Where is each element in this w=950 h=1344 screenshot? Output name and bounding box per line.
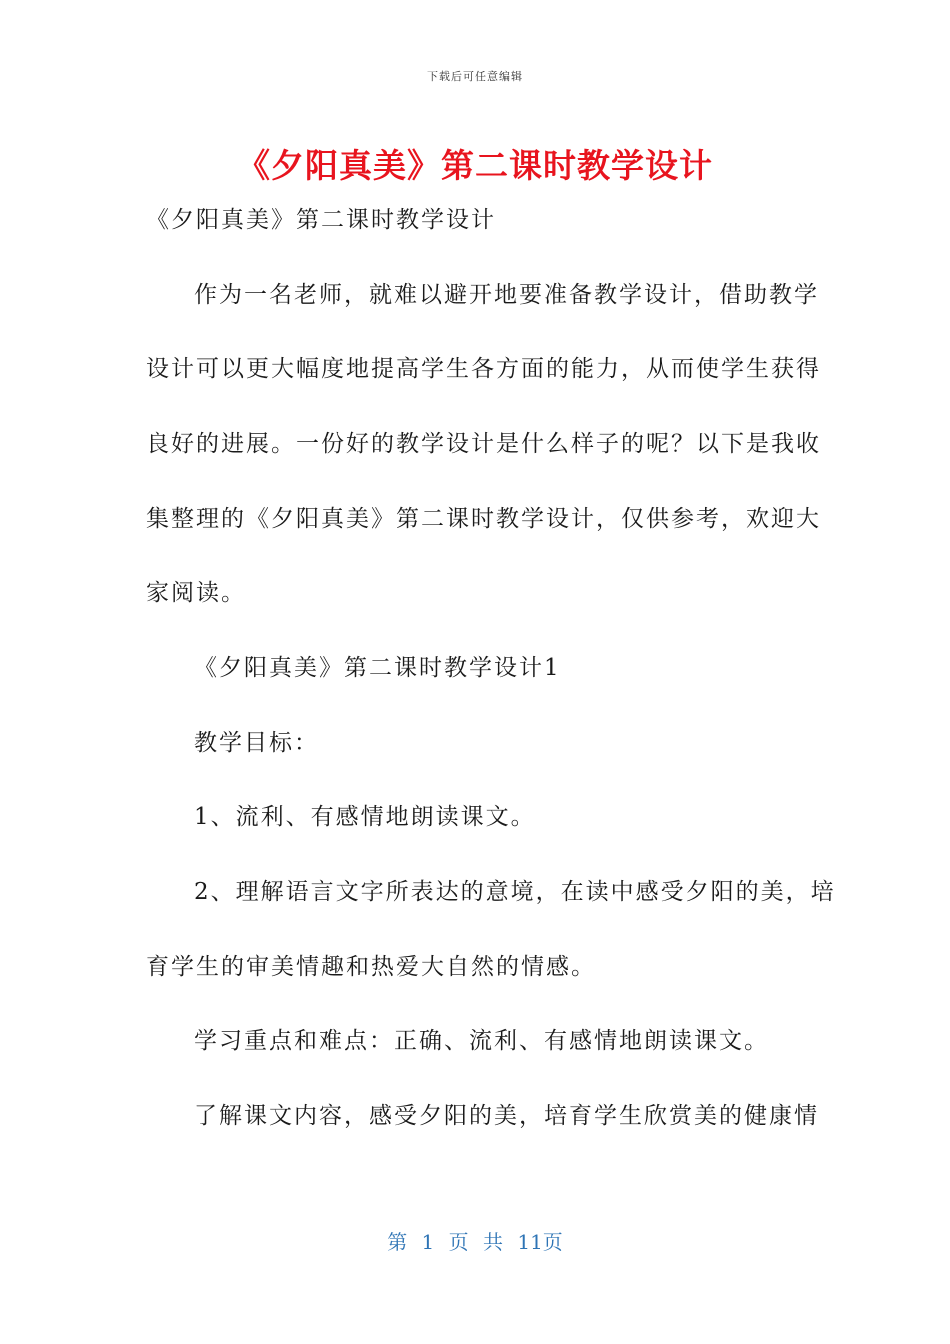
paragraph-line: 良好的进展。一份好的教学设计是什么样子的呢？以下是我收 — [146, 431, 821, 457]
key-points-line: 学习重点和难点：正确、流利、有感情地朗读课文。 — [194, 1028, 769, 1054]
objective-item: 2、理解语言文字所表达的意境，在读中感受夕阳的美，培 — [194, 879, 836, 905]
subtitle-line: 《夕阳真美》第二课时教学设计 — [146, 207, 496, 233]
paragraph-line: 家阅读。 — [146, 580, 246, 606]
paragraph-line: 作为一名老师，就难以避开地要准备教学设计，借助教学 — [194, 282, 819, 308]
section-heading: 《夕阳真美》第二课时教学设计1 — [194, 655, 561, 681]
paragraph-line: 设计可以更大幅度地提高学生各方面的能力，从而使学生获得 — [146, 356, 821, 382]
paragraph-line: 了解课文内容，感受夕阳的美，培育学生欣赏美的健康情 — [194, 1103, 819, 1129]
document-title: 《夕阳真美》第二课时教学设计 — [237, 146, 713, 185]
objective-item: 1、流利、有感情地朗读课文。 — [194, 804, 536, 830]
page-number-footer: 第 1 页 共 11页 — [387, 1230, 563, 1254]
paragraph-line: 集整理的《夕阳真美》第二课时教学设计，仅供参考，欢迎大 — [146, 506, 821, 532]
paragraph-line: 育学生的审美情趣和热爱大自然的情感。 — [146, 954, 596, 980]
objectives-heading: 教学目标： — [194, 730, 319, 756]
header-note: 下载后可任意编辑 — [427, 70, 523, 83]
